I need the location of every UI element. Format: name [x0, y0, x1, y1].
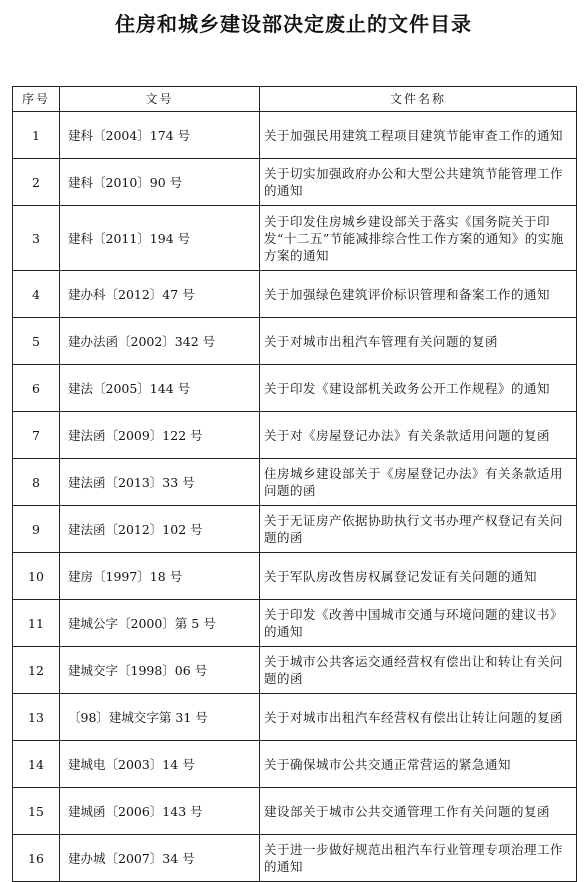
- row-serial-number: 15: [13, 788, 60, 835]
- row-document-name: 关于军队房改售房权属登记发证有关问题的通知: [260, 553, 577, 600]
- row-document-number: 建城电〔2003〕14 号: [60, 741, 260, 788]
- row-document-name: 关于切实加强政府办公和大型公共建筑节能管理工作的通知: [260, 159, 577, 206]
- table-row: [13, 600, 577, 647]
- row-document-number: 建科〔2010〕90 号: [60, 159, 260, 206]
- table-row: [13, 741, 577, 788]
- table-row: [13, 506, 577, 553]
- row-document-name: 关于印发《建设部机关政务公开工作规程》的通知: [260, 365, 577, 412]
- document-table: [12, 86, 577, 882]
- row-document-number: 建科〔2004〕174 号: [60, 112, 260, 159]
- row-document-number: 〔98〕建城交字第 31 号: [60, 694, 260, 741]
- row-serial-number: 3: [13, 206, 60, 271]
- table-row: [13, 318, 577, 365]
- row-document-number: 建办科〔2012〕47 号: [60, 271, 260, 318]
- row-serial-number: 14: [13, 741, 60, 788]
- row-document-number: 建法函〔2013〕33 号: [60, 459, 260, 506]
- row-document-name: 关于印发《改善中国城市交通与环境问题的建议书》的通知: [260, 600, 577, 647]
- row-serial-number: 13: [13, 694, 60, 741]
- row-document-name: 建设部关于城市公共交通管理工作有关问题的复函: [260, 788, 577, 835]
- page-title: 住房和城乡建设部决定废止的文件目录: [115, 12, 472, 36]
- row-serial-number: 5: [13, 318, 60, 365]
- table-row: [13, 159, 577, 206]
- row-document-name: 关于加强民用建筑工程项目建筑节能审查工作的通知: [260, 112, 577, 159]
- row-serial-number: 16: [13, 835, 60, 882]
- row-serial-number: 11: [13, 600, 60, 647]
- row-document-name: 关于对《房屋登记办法》有关条款适用问题的复函: [260, 412, 577, 459]
- table-row: [13, 553, 577, 600]
- row-serial-number: 6: [13, 365, 60, 412]
- row-serial-number: 12: [13, 647, 60, 694]
- row-serial-number: 10: [13, 553, 60, 600]
- table-row: [13, 271, 577, 318]
- row-serial-number: 9: [13, 506, 60, 553]
- row-document-number: 建科〔2011〕194 号: [60, 206, 260, 271]
- row-serial-number: 7: [13, 412, 60, 459]
- table-row: [13, 788, 577, 835]
- row-document-name: 关于无证房产依据协助执行文书办理产权登记有关问题的函: [260, 506, 577, 553]
- row-document-name: 关于对城市出租汽车经营权有偿出让转让问题的复函: [260, 694, 577, 741]
- row-document-name: 关于对城市出租汽车管理有关问题的复函: [260, 318, 577, 365]
- row-document-name: 住房城乡建设部关于《房屋登记办法》有关条款适用问题的函: [260, 459, 577, 506]
- table-row: [13, 365, 577, 412]
- row-document-number: 建城交字〔1998〕06 号: [60, 647, 260, 694]
- table-row: [13, 112, 577, 159]
- row-serial-number: 8: [13, 459, 60, 506]
- row-serial-number: 1: [13, 112, 60, 159]
- table-row: [13, 206, 577, 271]
- table-row: [13, 647, 577, 694]
- table-header-row: [13, 87, 577, 112]
- row-document-name: 关于确保城市公共交通正常营运的紧急通知: [260, 741, 577, 788]
- row-document-name: 关于印发住房城乡建设部关于落实《国务院关于印发“十二五”节能减排综合性工作方案的通知》的实施方案的通知: [260, 206, 577, 271]
- row-document-number: 建城函〔2006〕143 号: [60, 788, 260, 835]
- row-document-name: 关于加强绿色建筑评价标识管理和备案工作的通知: [260, 271, 577, 318]
- row-document-number: 建办城〔2007〕34 号: [60, 835, 260, 882]
- table-row: [13, 835, 577, 882]
- row-document-name: 关于进一步做好规范出租汽车行业管理专项治理工作的通知: [260, 835, 577, 882]
- table-row: [13, 459, 577, 506]
- row-document-number: 建房〔1997〕18 号: [60, 553, 260, 600]
- header-serial-number: 序号: [13, 87, 60, 112]
- row-document-name: 关于城市公共客运交通经营权有偿出让和转让有关问题的函: [260, 647, 577, 694]
- row-serial-number: 4: [13, 271, 60, 318]
- row-document-number: 建法〔2005〕144 号: [60, 365, 260, 412]
- row-serial-number: 2: [13, 159, 60, 206]
- row-document-number: 建城公字〔2000〕第 5 号: [60, 600, 260, 647]
- row-document-number: 建法函〔2012〕102 号: [60, 506, 260, 553]
- row-document-number: 建法函〔2009〕122 号: [60, 412, 260, 459]
- row-document-number: 建办法函〔2002〕342 号: [60, 318, 260, 365]
- header-document-name: 文件名称: [260, 87, 577, 112]
- header-document-number: 文号: [60, 87, 260, 112]
- table-row: [13, 694, 577, 741]
- table-row: [13, 412, 577, 459]
